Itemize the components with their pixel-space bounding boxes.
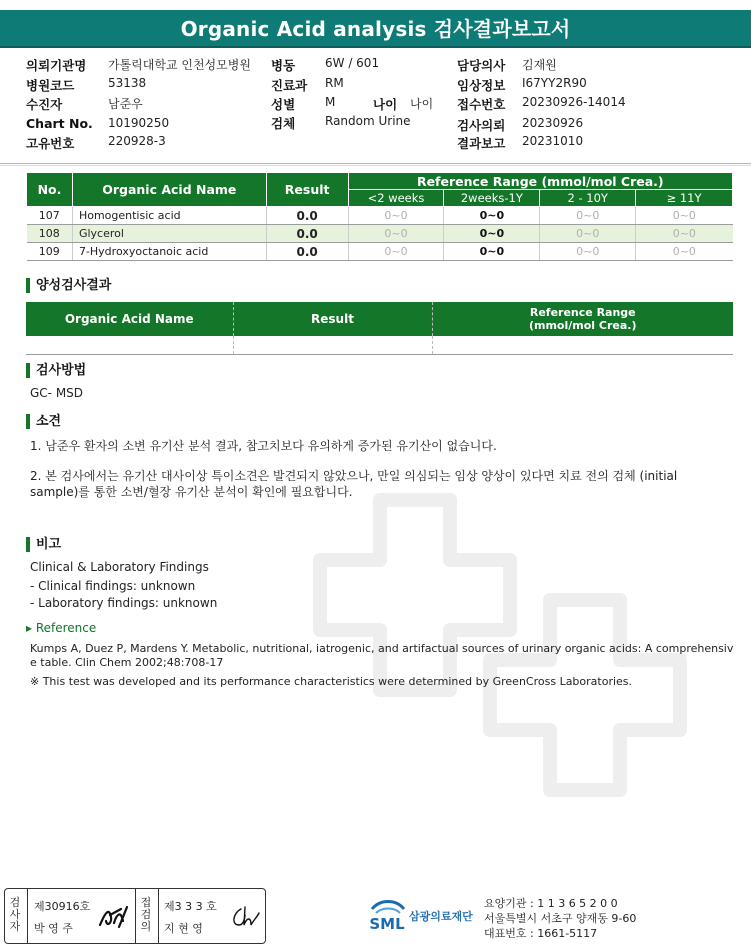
header-range-lt2w: <2 weeks (348, 190, 444, 207)
svg-text:SML: SML (369, 915, 405, 933)
report-date-label: 결과보고 (457, 136, 506, 151)
opinion-section-title: 소견 (26, 414, 61, 429)
patient-label: 수진자 (26, 97, 63, 112)
method-section-title: 검사방법 (26, 363, 86, 378)
report-title: Organic Acid analysis 검사결과보고서 (180, 17, 571, 41)
method-text: GC- MSD (30, 386, 84, 400)
header-range-ge11y: ≥ 11Y (636, 190, 733, 207)
row-ref: 0~0 (540, 207, 636, 225)
row-ref: 0~0 (636, 243, 733, 261)
table-row (27, 207, 733, 225)
table-row (26, 336, 733, 354)
row-name: 7-Hydroxyoctanoic acid (72, 243, 266, 261)
signature-box (4, 888, 266, 944)
table-row (27, 225, 733, 243)
row-ref: 0~0 (540, 243, 636, 261)
department-value: RM (325, 76, 344, 90)
sml-logo-icon (366, 895, 408, 937)
receipt-no-value: 20230926-14014 (522, 95, 626, 109)
approver-label: 접 검 의 (140, 896, 152, 933)
hospital-code-value: 53138 (108, 76, 147, 90)
pos-header-reference (432, 302, 733, 336)
pos-header-reference-line1: Reference Range (529, 306, 636, 319)
institution-value: 가톨릭대학교 인천성모병원 (108, 58, 251, 72)
opinion-line-2a: 2. 본 검사에서는 유기산 대사이상 특이소견은 발견되지 않았으나, 만일 의심되는 임상 양상이 있다면 치료 전의 검체 (initial (30, 469, 678, 483)
results-table (26, 172, 733, 261)
divider (0, 165, 751, 166)
row-name: Glycerol (72, 225, 266, 243)
row-ref: 0~0 (444, 207, 540, 225)
row-ref: 0~0 (636, 207, 733, 225)
row-name: Homogentisic acid (72, 207, 266, 225)
header-result: Result (266, 173, 348, 207)
examiner-label: 검 사 자 (9, 896, 21, 933)
pos-header-name: Organic Acid Name (26, 302, 233, 336)
chart-no-label: Chart No. (26, 116, 93, 131)
institution-label: 의뢰기관명 (26, 58, 87, 73)
row-ref: 0~0 (444, 225, 540, 243)
org-address: 서울특별시 서초구 양재동 9-60 (484, 912, 637, 925)
approver-id: 제3 3 3 호 (164, 900, 217, 913)
ward-value: 6W / 601 (325, 56, 380, 70)
examiner-signature (97, 903, 131, 931)
positive-section-title: 양성검사결과 (26, 278, 111, 293)
laboratory-findings: - Laboratory findings: unknown (30, 596, 218, 610)
header-range-2w1y: 2weeks-1Y (444, 190, 540, 207)
row-ref: 0~0 (348, 207, 444, 225)
citation-line-2: e table. Clin Chem 2002;48:708-17 (30, 656, 224, 669)
citation-line-1: Kumps A, Duez P, Mardens Y. Metabolic, nutritional, iatrogenic, and artifactual sources of urinary organic acids: A comprehensiv (30, 642, 734, 655)
positive-results-table (26, 302, 733, 355)
disclaimer-note: ※ This test was developed and its performance characteristics were determined by GreenCross Laboratories. (30, 675, 633, 688)
clinical-info-value: I67YY2R90 (522, 76, 587, 90)
age-label: 나이 (373, 97, 398, 112)
chart-no-value: 10190250 (108, 116, 170, 130)
row-ref: 0~0 (444, 243, 540, 261)
remarks-section-title: 비고 (26, 537, 61, 552)
approver-name: 지 현 영 (164, 922, 203, 935)
report-date-value: 20231010 (522, 134, 584, 148)
reference-heading: ▸ Reference (26, 621, 97, 635)
receipt-no-label: 접수번호 (457, 97, 506, 112)
header-no: No. (27, 173, 73, 207)
examiner-id: 제30916호 (34, 900, 91, 913)
row-result: 0.0 (266, 225, 348, 243)
doctor-label: 담당의사 (457, 58, 506, 73)
opinion-line-1: 1. 남준우 환자의 소변 유기산 분석 결과, 참고치보다 유의하게 증가된 유기산이 없습니다. (30, 439, 497, 453)
header-range-2-10y: 2 - 10Y (540, 190, 636, 207)
row-result: 0.0 (266, 207, 348, 225)
doctor-value: 김재원 (522, 58, 557, 72)
findings-heading: Clinical & Laboratory Findings (30, 560, 209, 574)
unique-no-value: 220928-3 (108, 134, 166, 148)
sex-value: M (325, 95, 336, 109)
age-value: 나이 (410, 97, 434, 111)
approver-signature (227, 903, 261, 931)
row-ref: 0~0 (636, 225, 733, 243)
clinical-info-label: 임상정보 (457, 78, 506, 93)
header-reference: Reference Range (mmol/mol Crea.) (348, 173, 732, 190)
request-date-value: 20230926 (522, 116, 584, 130)
row-result: 0.0 (266, 243, 348, 261)
header-name: Organic Acid Name (72, 173, 266, 207)
org-name: 삼광의료재단 (409, 910, 473, 923)
examiner-name: 박 영 주 (34, 922, 73, 935)
sex-label: 성별 (271, 97, 296, 112)
sml-logo (366, 895, 486, 937)
patient-value: 남준우 (108, 97, 143, 111)
opinion-line-2b: sample)를 통한 소변/혈장 유기산 분석이 확인에 필요합니다. (30, 485, 353, 499)
specimen-value: Random Urine (325, 114, 411, 128)
org-phone: 대표번호 : 1661-5117 (484, 927, 598, 940)
pos-header-reference-line2: (mmol/mol Crea.) (528, 319, 637, 332)
row-no: 109 (27, 243, 73, 261)
specimen-label: 검체 (271, 116, 296, 131)
patient-info (0, 56, 751, 152)
row-ref: 0~0 (540, 225, 636, 243)
report-header (0, 10, 751, 48)
row-ref: 0~0 (348, 243, 444, 261)
row-ref: 0~0 (348, 225, 444, 243)
request-date-label: 검사의뢰 (457, 118, 506, 133)
clinical-findings: - Clinical findings: unknown (30, 579, 196, 593)
hospital-code-label: 병원코드 (26, 78, 75, 93)
row-no: 108 (27, 225, 73, 243)
pos-header-result: Result (233, 302, 432, 336)
org-info (484, 896, 636, 941)
org-code: 요양기관 : 1 1 3 6 5 2 0 0 (484, 897, 618, 910)
ward-label: 병동 (271, 58, 296, 73)
unique-no-label: 고유번호 (26, 136, 75, 151)
row-no: 107 (27, 207, 73, 225)
table-row (27, 243, 733, 261)
department-label: 진료과 (271, 78, 308, 93)
divider (0, 163, 751, 164)
